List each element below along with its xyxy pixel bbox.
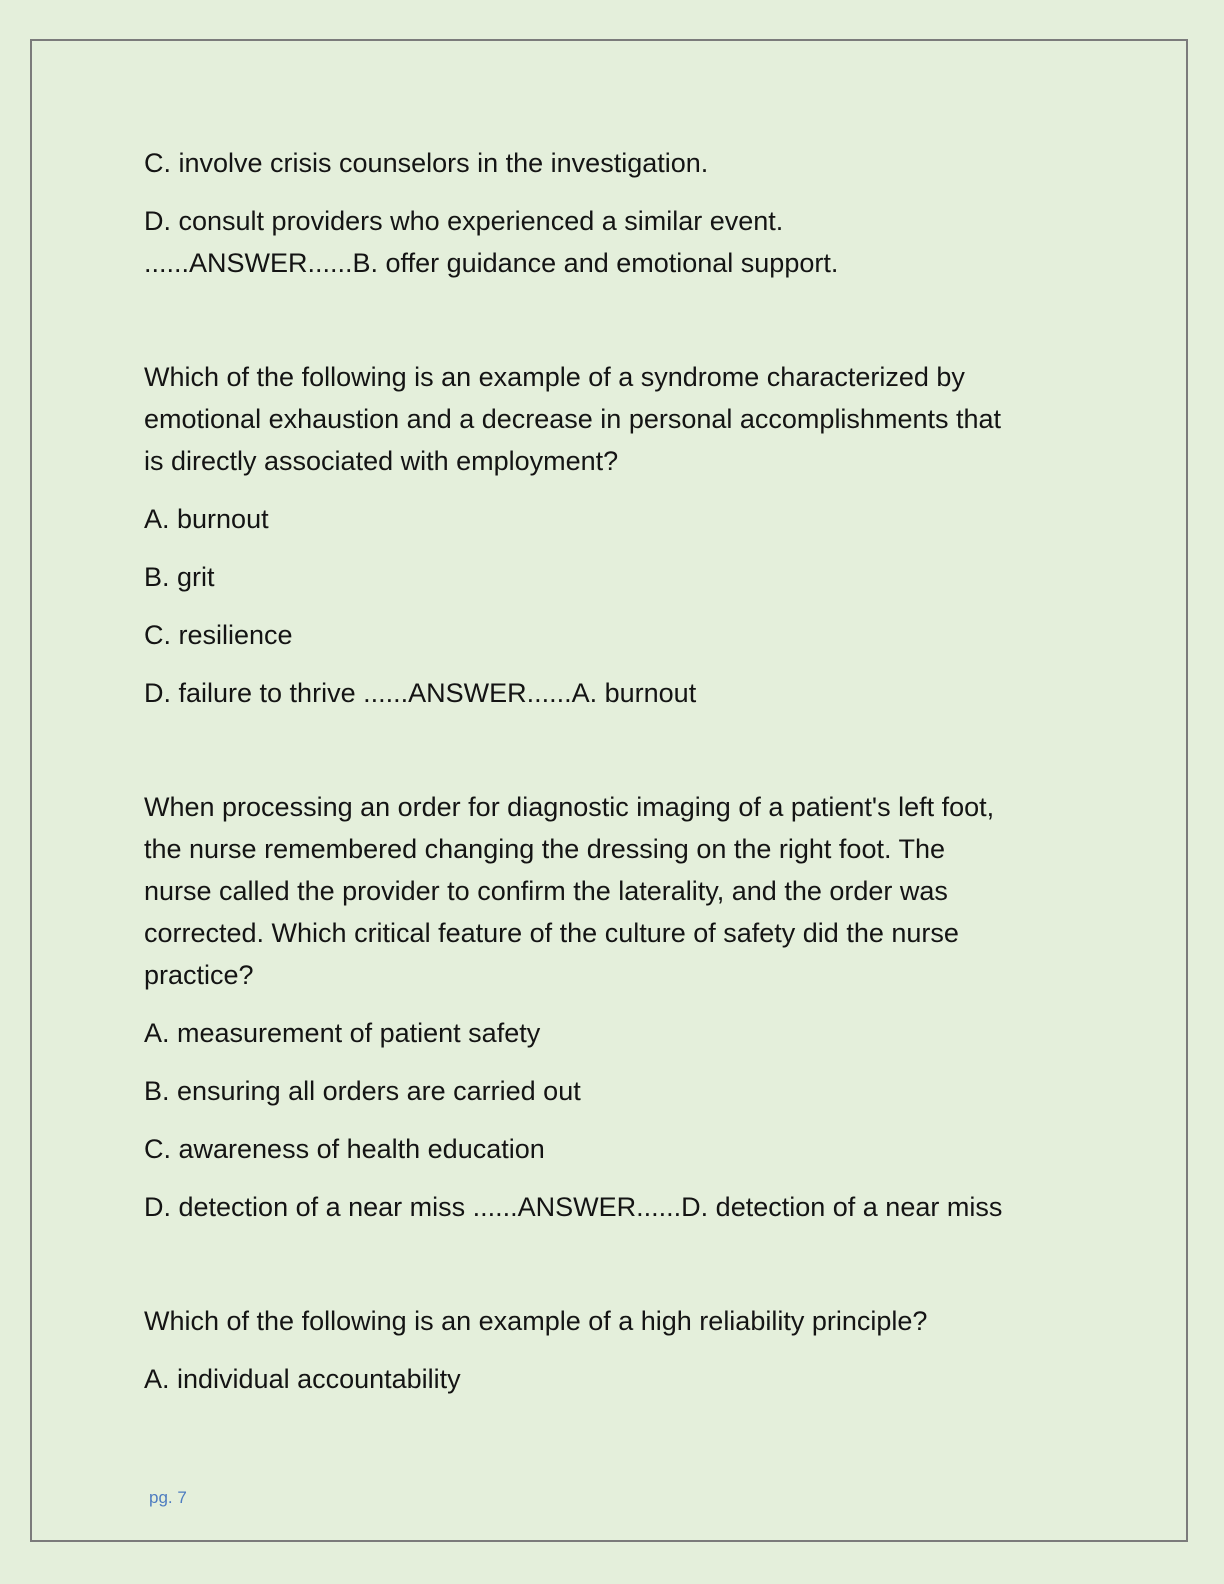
stem-line: practice? xyxy=(144,960,254,990)
answer-line: ......ANSWER......B. offer guidance and emotional support. xyxy=(144,248,839,278)
page-number: pg. 7 xyxy=(149,1488,187,1507)
stem-line: the nurse remembered changing the dressing on the right foot. The xyxy=(144,834,945,864)
option-a: A. measurement of patient safety xyxy=(144,1018,541,1048)
question-burnout xyxy=(144,356,1084,714)
page-content xyxy=(144,142,1084,1416)
spacer xyxy=(144,284,1084,356)
stem-line: is directly associated with employment? xyxy=(144,446,619,476)
stem-line: Which of the following is an example of a syndrome characterized by xyxy=(144,362,965,392)
question-stem xyxy=(144,1300,1084,1342)
stem-line: When processing an order for diagnostic imaging of a patient's left foot, xyxy=(144,792,995,822)
option-b: B. ensuring all orders are carried out xyxy=(144,1076,581,1106)
stem-line: Which of the following is an example of a high reliability principle? xyxy=(144,1306,928,1336)
continued-question xyxy=(144,142,1084,284)
question-high-reliability xyxy=(144,1300,1084,1400)
question-stem xyxy=(144,786,1084,996)
spacer xyxy=(144,714,1084,786)
option-a: A. individual accountability xyxy=(144,1364,461,1394)
stem-line: corrected. Which critical feature of the culture of safety did the nurse xyxy=(144,918,959,948)
option-c: C. resilience xyxy=(144,620,293,650)
option-c: C. involve crisis counselors in the investigation. xyxy=(144,148,709,178)
spacer xyxy=(144,1228,1084,1300)
option-d-with-answer: D. detection of a near miss ......ANSWER......D. detection of a near miss xyxy=(144,1192,1003,1222)
stem-line: nurse called the provider to confirm the laterality, and the order was xyxy=(144,876,948,906)
option-d: D. consult providers who experienced a similar event. xyxy=(144,206,784,236)
question-near-miss xyxy=(144,786,1084,1228)
question-stem xyxy=(144,356,1084,482)
option-d-with-answer: D. failure to thrive ......ANSWER......A. burnout xyxy=(144,678,697,708)
stem-line: emotional exhaustion and a decrease in personal accomplishments that xyxy=(144,404,1002,434)
option-c: C. awareness of health education xyxy=(144,1134,545,1164)
option-a: A. burnout xyxy=(144,504,269,534)
option-b: B. grit xyxy=(144,562,215,592)
